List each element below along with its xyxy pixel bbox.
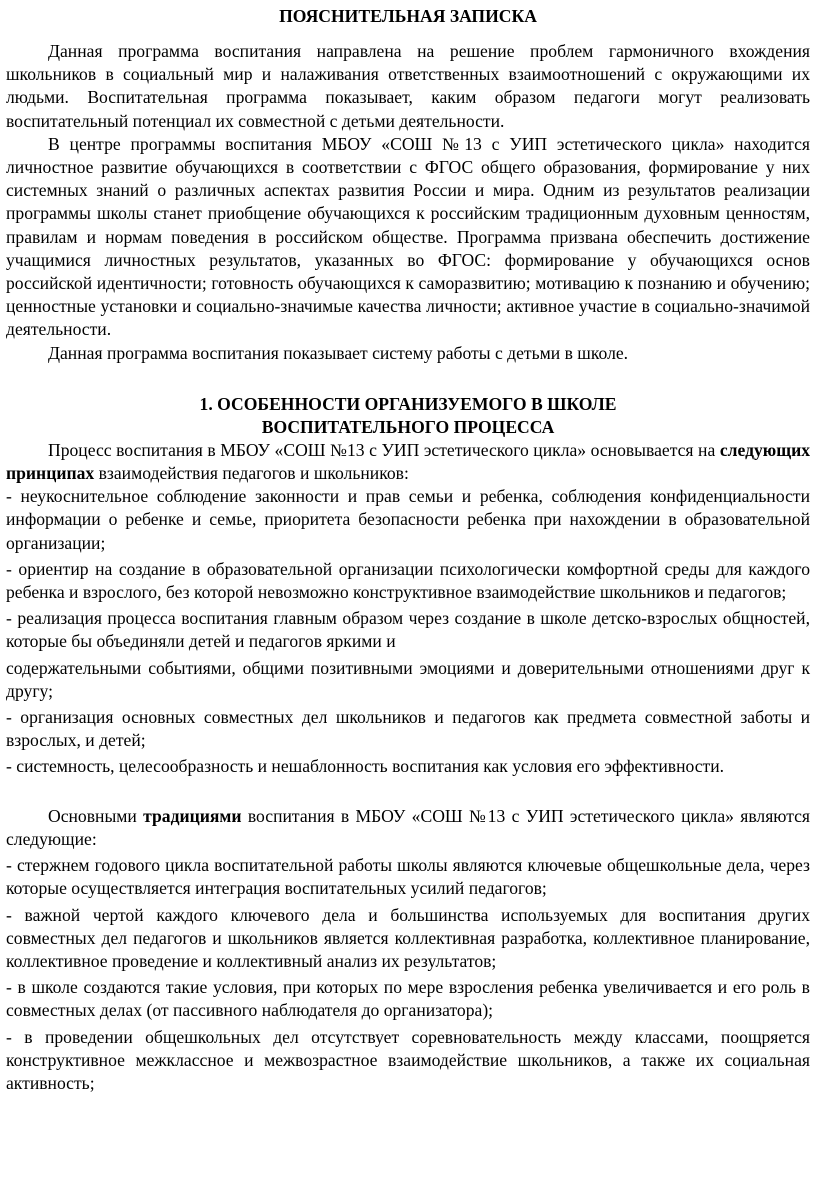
intro-paragraph-3: Данная программа воспитания показывает систему работы с детьми в школе.: [48, 342, 629, 363]
principles-intro-text-end: взаимодействия педагогов и школьников:: [94, 463, 409, 484]
principle-item-3: - реализация процесса воспитания главным образом через создание в школе детско-взрослых общностей, которые бы объединяли детей и педагогов яркими и: [6, 608, 810, 652]
traditions-intro-bold: традициями: [143, 805, 242, 826]
intro-paragraph-1: Данная программа воспитания направлена на решение проблем гармоничного вхождения школьников в социальный мир и налаживания ответственных взаимоотношений с окружающими их людьми. Воспитательная программа показывает, каким образом педагоги могут реализовать воспитательный потенциал их совместной с детьми деятельности.: [6, 41, 810, 131]
principles-intro-bold: следующих принципах: [6, 439, 810, 484]
tradition-item-2: - важной чертой каждого ключевого дела и большинства используемых для воспитания других совместных дел педагогов и школьников является коллективная разработка, коллективное планирование, коллективное проведение и коллективный анализ их результатов;: [6, 904, 810, 971]
paragraph-gap: [6, 779, 810, 805]
principles-intro: [6, 439, 810, 485]
principle-item-3-continued: содержательными событиями, общими позитивными эмоциями и доверительными отношениями друг к другу;: [6, 657, 810, 701]
traditions-intro-text: Основными: [48, 805, 144, 826]
principles-intro-text: Процесс воспитания в МБОУ «СОШ №13 с УИП эстетического цикла» основывается на: [48, 439, 720, 460]
tradition-item-1: - стержнем годового цикла воспитательной работы школы являются ключевые общешкольные дела, через которые осуществляется интеграция воспитательных усилий педагогов;: [6, 855, 810, 899]
section-1-title-line-1: 1. ОСОБЕННОСТИ ОРГАНИЗУЕМОГО В ШКОЛЕ: [199, 393, 617, 414]
section-1-title: [6, 393, 810, 439]
tradition-item-4: - в проведении общешкольных дел отсутствует соревновательность между классами, поощряется конструктивное межклассное и межвозрастное взаимодействие школьников, а также их социальная активность;: [6, 1026, 810, 1093]
principle-item-1: - неукоснительное соблюдение законности и прав семьи и ребенка, соблюдения конфиденциальности информации о ребенке и семье, приоритета безопасности ребенка при нахождении в образовательной организации;: [6, 486, 810, 553]
principle-item-4: - организация основных совместных дел школьников и педагогов как предмета совместной заботы и взрослых, и детей;: [6, 707, 810, 751]
traditions-intro: [6, 805, 810, 851]
principle-item-5: - системность, целесообразность и нешаблонность воспитания как условия его эффективности.: [6, 756, 725, 777]
page-title: ПОЯСНИТЕЛЬНАЯ ЗАПИСКА: [279, 6, 537, 26]
principle-item-2: - ориентир на создание в образовательной организации психологически комфортной среды для каждого ребенка и взрослого, без которой невозможно конструктивное взаимодействие школьников и педагогов;: [6, 558, 810, 603]
section-1-title-line-2: ВОСПИТАТЕЛЬНОГО ПРОЦЕССА: [261, 416, 555, 437]
tradition-item-3: - в школе создаются такие условия, при которых по мере взросления ребенка увеличивается и его роль в совместных делах (от пассивного наблюдателя до организатора);: [6, 977, 810, 1021]
intro-paragraph-2: В центре программы воспитания МБОУ «СОШ №13 с УИП эстетического цикла» находится личностное развитие обучающихся в соответствии с ФГОС общего образования, формирование у них системных знаний о различных аспектах развития России и мира. Одним из результатов реализации программы школы станет приобщение обучающихся к российским традиционным духовным ценностям, правилам и нормам поведения в российском обществе. Программа призвана обеспечить достижение учащимися личностных результатов, указанных во ФГОС: формирование у обучающихся основ российской идентичности; готовность обучающихся к саморазвитию; мотивацию к познанию и обучению; ценностные установки и социально-значимые качества личности; активное участие в социально-значимой деятельности.: [6, 133, 810, 340]
traditions-intro-text-end: воспитания в МБОУ «СОШ №13 с УИП эстетического цикла» являются следующие:: [6, 805, 811, 849]
